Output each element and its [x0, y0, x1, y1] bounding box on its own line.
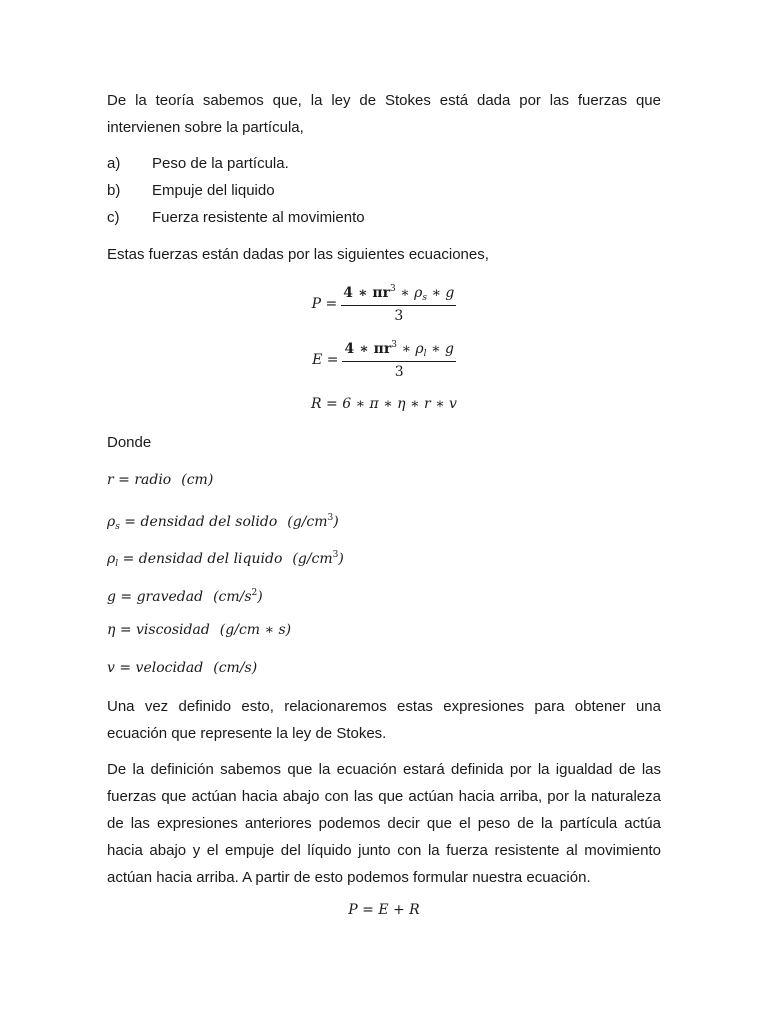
- list-item: [107, 204, 661, 231]
- num-part: ∗ ρ: [397, 341, 424, 357]
- exponent: 3: [332, 550, 339, 560]
- list-marker: a): [107, 155, 121, 172]
- definition-gravity: [107, 581, 263, 609]
- exponent: 3: [390, 284, 396, 294]
- intro-paragraph: De la teoría sabemos que, la ley de Stokes está dada por las fuerzas que intervienen sobre la partícula,: [107, 92, 661, 136]
- fraction: [342, 340, 455, 380]
- fraction-denominator: 3: [394, 308, 404, 324]
- list-item: [107, 177, 661, 204]
- equation-resistance: R = 6 ∗ π ∗ η ∗ r ∗ v: [311, 396, 457, 412]
- equation-buoyancy: [107, 340, 661, 380]
- definition-text: = densidad del liquido: [118, 551, 283, 567]
- list-item-label: Empuje del liquido: [152, 182, 275, 199]
- definition-solid-density: [107, 506, 339, 539]
- unit-part: ): [333, 514, 339, 530]
- equation-lhs: E =: [312, 352, 339, 368]
- definition-unit: (g/cm ∗ s): [219, 622, 292, 638]
- list-item-label: Peso de la partícula.: [152, 155, 289, 172]
- unit-part: ): [338, 551, 344, 567]
- definition-unit: (cm): [181, 472, 214, 488]
- fraction-numerator: [342, 340, 455, 362]
- definition-unit: (cm/s): [213, 660, 258, 676]
- definition-unit: [292, 551, 343, 567]
- relate-paragraph: Una vez definido esto, relacionaremos estas expresiones para obtener una ecuación que represente la ley de Stokes.: [107, 698, 661, 742]
- unit-part: (g/cm: [292, 551, 333, 567]
- list-item-label: Fuerza resistente al movimiento: [152, 209, 365, 226]
- fraction: [341, 284, 456, 324]
- forces-list: [107, 150, 661, 231]
- list-marker: b): [107, 182, 121, 199]
- definition-text: η = viscosidad: [107, 622, 210, 638]
- definition-velocity: [107, 656, 257, 680]
- definition-text: v = velocidad: [107, 660, 204, 676]
- unit-part: (g/cm: [287, 514, 328, 530]
- fraction-denominator: 3: [394, 364, 404, 380]
- list-marker: c): [107, 209, 120, 226]
- definition-symbol: ρ: [107, 551, 116, 567]
- equation-lhs: P =: [311, 296, 338, 312]
- definition-radius: [107, 468, 213, 492]
- num-part: ∗ g: [427, 285, 455, 301]
- donde-label: Donde: [107, 434, 152, 451]
- equation-final: P = E + R: [348, 902, 420, 918]
- num-part: ∗ ρ: [395, 285, 423, 301]
- num-part: 4 ∗ πr: [344, 341, 392, 357]
- equation-weight: [107, 284, 661, 324]
- definition-symbol: ρ: [107, 514, 116, 530]
- exponent: 3: [327, 513, 334, 523]
- unit-part: ): [257, 589, 263, 605]
- definition-unit: [213, 589, 263, 605]
- definition-paragraph: De la definición sabemos que la ecuación estará definida por la igualdad de las fuerzas que actúan hacia abajo con las que actúan hacia arriba, por la naturaleza de las expresiones anteriores podemos decir que el peso de la partícula actúa hacia abajo y el empuje del líquido junto con la fuerza resistente al movimiento actúan hacia arriba. A partir de esto podemos formular nuestra ecuación.: [107, 761, 661, 886]
- definition-liquid-density: [107, 543, 344, 576]
- num-part: 4 ∗ πr: [343, 285, 390, 301]
- definition-text: = densidad del solido: [119, 514, 278, 530]
- definition-text: r = radio: [107, 472, 172, 488]
- definition-unit: [287, 514, 338, 530]
- unit-part: (cm/s: [213, 589, 252, 605]
- equations-intro: Estas fuerzas están dadas por las siguientes ecuaciones,: [107, 246, 489, 263]
- definition-viscosity: [107, 618, 291, 642]
- exponent: 2: [251, 588, 258, 598]
- definition-text: g = gravedad: [107, 589, 204, 605]
- subscript: l: [115, 559, 119, 569]
- fraction-numerator: [341, 284, 456, 306]
- subscript: l: [423, 349, 427, 359]
- exponent: 3: [391, 340, 397, 350]
- subscript: s: [115, 522, 120, 532]
- subscript: s: [422, 293, 428, 303]
- list-item: [107, 150, 661, 177]
- num-part: ∗ g: [426, 341, 454, 357]
